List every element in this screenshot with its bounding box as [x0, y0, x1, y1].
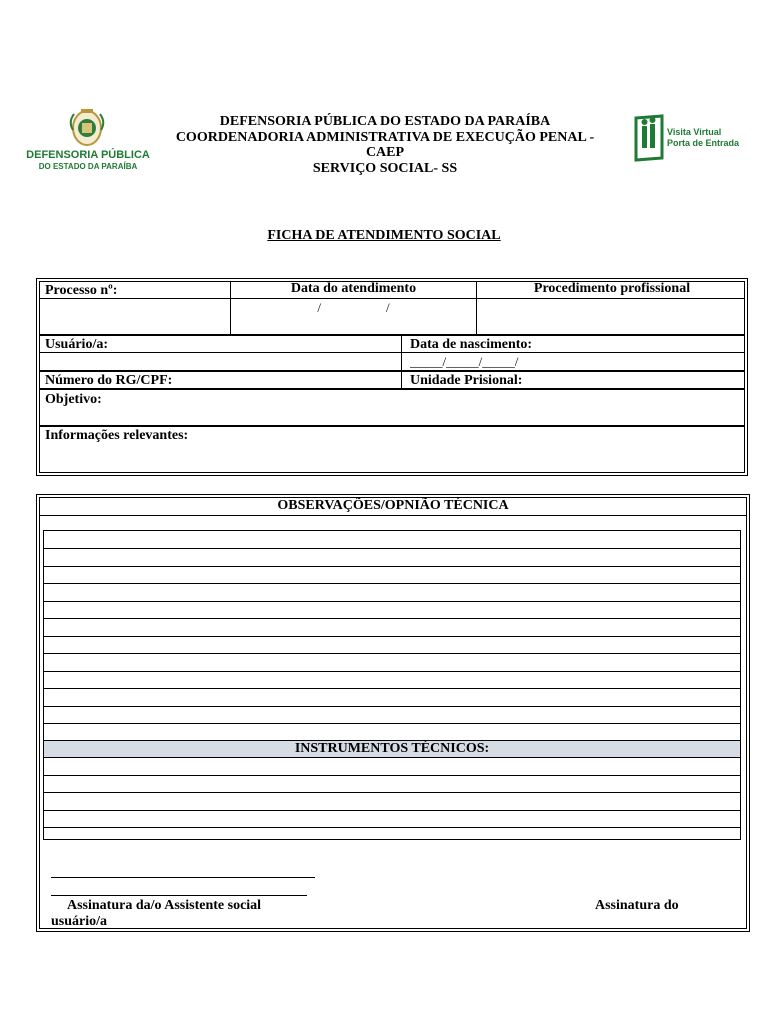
- header-line-1: DEFENSORIA PÚBLICA DO ESTADO DA PARAÍBA: [219, 114, 551, 129]
- row-divider: [39, 298, 745, 299]
- row-divider: [39, 425, 745, 427]
- unidade-prisional-label: Unidade Prisional:: [410, 373, 523, 388]
- coat-of-arms-icon: [26, 108, 150, 174]
- observacoes-heading: OBSERVAÇÕES/OPNIÃO TÉCNICA: [277, 498, 509, 513]
- logo-text-visita: Visita Virtual: [667, 127, 722, 137]
- defensoria-logo: [26, 108, 150, 174]
- writing-line: [44, 636, 740, 637]
- header-line-3: CAEP: [365, 145, 405, 160]
- visita-virtual-logo: [632, 114, 740, 162]
- header-line-4: SERVIÇO SOCIAL- SS: [312, 160, 458, 176]
- instrumentos-heading: INSTRUMENTOS TÉCNICOS:: [44, 740, 740, 758]
- signature-line: [51, 877, 315, 878]
- data-atendimento-label: Data do atendimento: [290, 281, 417, 296]
- col-divider: [401, 334, 402, 388]
- informacoes-label: Informações relevantes:: [45, 428, 189, 443]
- writing-line: [44, 566, 740, 567]
- rg-cpf-label: Número do RG/CPF:: [45, 373, 173, 388]
- writing-line: [44, 601, 740, 602]
- logo-text-porta: Porta de Entrada: [667, 138, 740, 148]
- writing-line: [44, 548, 740, 549]
- writing-line: [44, 583, 740, 584]
- document-title: FICHA DE ATENDIMENTO SOCIAL: [267, 228, 501, 243]
- header-block: [150, 114, 620, 176]
- row-divider: [39, 352, 745, 353]
- writing-line: [44, 706, 740, 707]
- procedimento-label: Procedimento profissional: [533, 281, 691, 296]
- usuario-signature-label: Assinatura do: [595, 898, 679, 913]
- row-divider: [39, 370, 745, 372]
- processo-label: Processo nº:: [45, 283, 118, 298]
- writing-line: [44, 671, 740, 672]
- writing-line: [44, 618, 740, 619]
- observacoes-section: [36, 494, 750, 932]
- data-nascimento-label: Data de nascimento:: [410, 337, 533, 352]
- writing-line: [44, 810, 740, 811]
- heading-divider: [39, 515, 747, 516]
- attendance-form: [36, 278, 748, 476]
- data-nascimento-field[interactable]: _____/_____/_____/: [410, 354, 519, 369]
- writing-line: [44, 792, 740, 793]
- data-atendimento-field[interactable]: / /: [317, 300, 390, 315]
- writing-line: [44, 723, 740, 724]
- writing-line: [44, 688, 740, 689]
- logo-text-2: DO ESTADO DA PARAÍBA: [38, 162, 138, 171]
- assistente-signature-label: Assinatura da/o Assistente social: [67, 898, 262, 913]
- signature-line: [51, 895, 307, 896]
- writing-line: [44, 653, 740, 654]
- usuario-label: Usuário/a:: [45, 337, 108, 352]
- logo-text-1: DEFENSORIA PÚBLICA: [26, 149, 150, 161]
- usuario-signature-label-cont: usuário/a: [51, 914, 108, 929]
- header-line-2: COORDENADORIA ADMINISTRATIVA DE EXECUÇÃO PENAL -: [175, 129, 595, 145]
- writing-line: [44, 827, 740, 828]
- row-divider: [39, 334, 745, 336]
- people-icon: [632, 114, 740, 162]
- writing-lines: [43, 530, 741, 840]
- writing-line: [44, 775, 740, 776]
- objetivo-label: Objetivo:: [45, 392, 102, 407]
